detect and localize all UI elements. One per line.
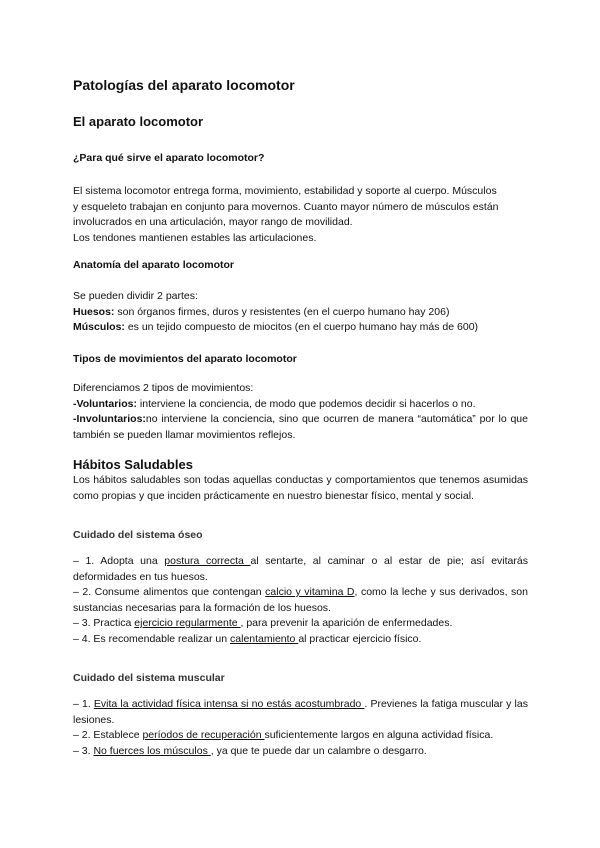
bones-label: Huesos: [73, 305, 115, 318]
list-item: – 2. Consume alimentos que contengan calcio y vitamina D, como la leche y sus derivados, son sustancias necesarias para la formación de los huesos. [73, 586, 528, 614]
movements-heading: Tipos de movimientos del aparato locomotor [73, 353, 297, 365]
anatomy-intro: Se pueden dividir 2 partes: [73, 290, 198, 302]
section-heading-habitos: Hábitos Saludables [73, 457, 193, 472]
intro-line: Los tendones mantienen estables las articulaciones. [73, 231, 317, 244]
list-item: – 3. No fuerces los músculos , ya que te puede dar un calambre o desgarro. [73, 744, 427, 757]
bone-care-heading: Cuidado del sistema óseo [73, 529, 203, 541]
section-heading-aparato: El aparato locomotor [73, 114, 204, 129]
muscles-line [73, 320, 478, 336]
movements-paragraph [73, 381, 528, 443]
habits-paragraph: Los hábitos saludables son todas aquellas conductas y comportamientos que tenemos asumidas como propias y que inciden prácticamente en nuestro bienestar físico, mental y social. [73, 474, 528, 502]
intro-line: y esqueleto trabajan en conjunto para movernos. Cuanto mayor número de músculos están [73, 200, 499, 213]
intro-line: El sistema locomotor entrega forma, movimiento, estabilidad y soporte al cuerpo. Músculos [73, 185, 497, 197]
involuntary-label: -Involuntarios: [73, 413, 146, 425]
question-heading: ¿Para qué sirve el aparato locomotor? [73, 152, 265, 164]
muscles-text: es un tejido compuesto de miocitos (en el cuerpo humano hay más de 600) [124, 321, 479, 333]
bone-care-list [73, 554, 528, 647]
muscle-care-list [73, 697, 528, 759]
anatomy-paragraph [73, 289, 478, 336]
bones-text: son órganos firmes, duros y resistentes (en el cuerpo humano hay 206) [114, 305, 450, 318]
list-item: – 2. Establece períodos de recuperación suficientemente largos en alguna actividad física. [73, 729, 494, 741]
involuntary-line [73, 412, 528, 443]
voluntary-text: interviene la conciencia, de modo que podemos decidir si hacerlos o no. [136, 397, 476, 410]
voluntary-line [73, 397, 528, 413]
list-item: – 4. Es recomendable realizar un calentamiento al practicar ejercicio físico. [73, 632, 422, 645]
list-item: – 1. Evita la actividad física intensa si no estás acostumbrado . Previenes la fatiga muscular y las lesiones. [73, 698, 528, 726]
muscles-label: Músculos: [73, 321, 125, 333]
movements-intro: Diferenciamos 2 tipos de movimientos: [73, 382, 254, 394]
voluntary-label: -Voluntarios: [73, 397, 137, 410]
document-title: Patologías del aparato locomotor [73, 77, 295, 93]
anatomy-heading: Anatomía del aparato locomotor [73, 259, 235, 271]
muscle-care-heading: Cuidado del sistema muscular [73, 672, 225, 684]
intro-line: involucrados en una articulación, mayor rango de movilidad. [73, 216, 353, 228]
intro-paragraph [73, 184, 499, 246]
involuntary-text: no interviene la conciencia, sino que ocurren de manera “automática” por lo que también se pueden llamar movimientos reflejos. [73, 413, 528, 441]
list-item: – 1. Adopta una postura correcta al sentarte, al caminar o al estar de pie; así evitarás deformidades en tus huesos. [73, 555, 528, 583]
list-item: – 3. Practica ejercicio regularmente , para prevenir la aparición de enfermedades. [73, 617, 453, 629]
bones-line [73, 305, 478, 321]
